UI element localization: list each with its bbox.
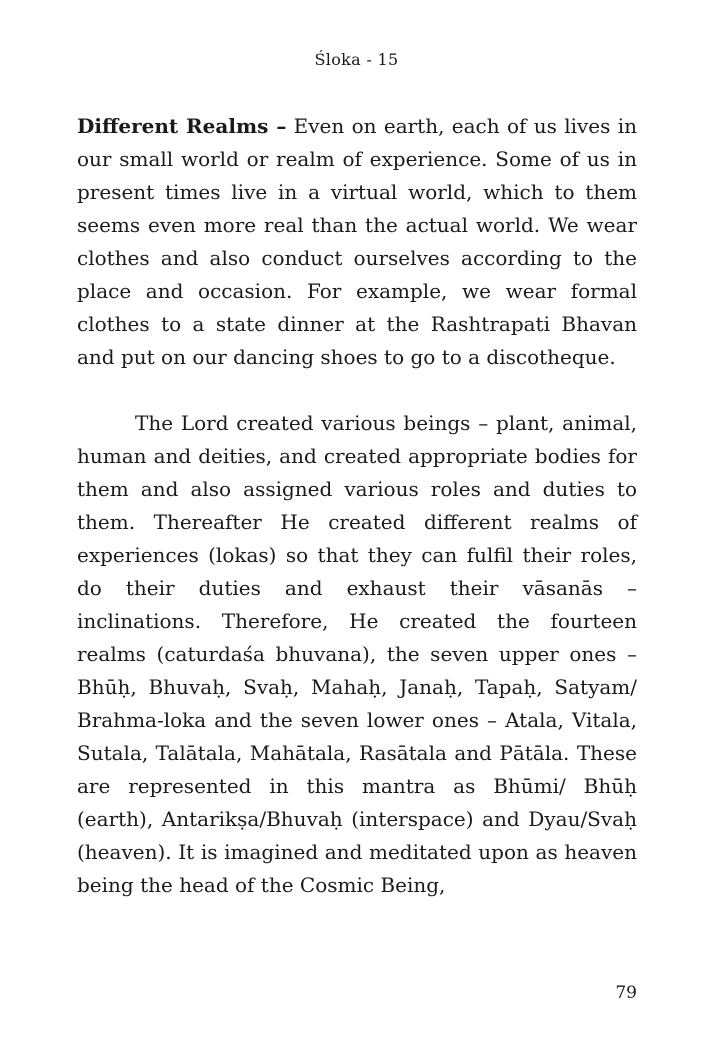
body-text [77,110,637,902]
paragraph-different-realms [77,110,637,374]
page-number: 79 [615,983,637,1003]
running-head: Śloka - 15 [314,50,399,69]
run-in-heading: Different Realms – [77,114,287,138]
paragraph-1-text: Even on earth, each of us lives in our small world or realm of experience. Some of us in present times live in a virtual world, which to them seems even more real than the actual world. We wear clothes and also conduct ourselves according to the place and occasion. For example, we wear formal clothes to a state dinner at the Rashtrapati Bhavan and put on our dancing shoes to go to a discotheque. [77,114,638,369]
paragraph-lord-created: The Lord created various beings – plant, animal, human and deities, and created appropriate bodies for them and also assigned various roles and duties to them. Thereafter He created different realms of experiences (lokas) so that they can fulfil their roles, do their duties and exhaust their vāsanās – inclinations. Therefore, He created the fourteen realms (caturdaśa bhuvana), the seven upper ones – Bhūḥ, Bhuvaḥ, Svaḥ, Mahaḥ, Janaḥ, Tapaḥ, Satyam/ Brahma-loka and the seven lower ones – Atala, Vitala, Sutala, Talātala, Mahātala, Rasātala and Pātāla. These are represented in this mantra as Bhūmi/ Bhūḥ (earth), Antarikṣa/Bhuvaḥ (interspace) and Dyau/Svaḥ (heaven). It is imagined and meditated upon as heaven being the head of the Cosmic Being, [77,411,637,897]
